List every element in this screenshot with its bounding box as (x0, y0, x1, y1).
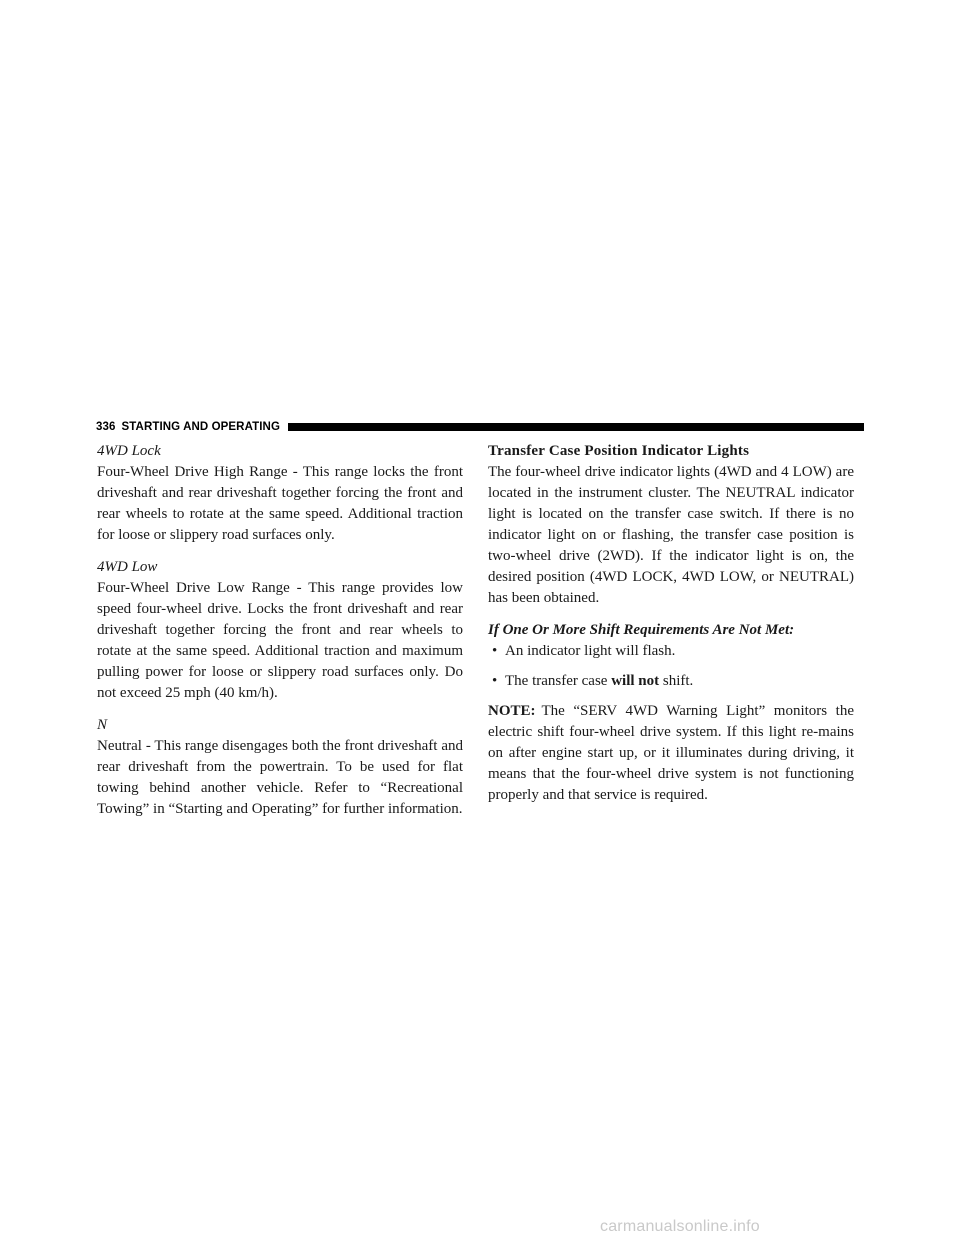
section-4wd-lock (97, 441, 463, 546)
list-item-text-post: shift. (659, 673, 694, 689)
section-body: Four-Wheel Drive Low Range - This range provides low speed four-wheel drive. Locks the front driveshaft and rear driveshaft together forcing the front and rear wheels to rotate at the same speed. Additional traction and maximum pulling power for loose or slippery road surfaces only. Do not exceed 25 mph (40 km/h). (97, 580, 463, 701)
list-item (488, 671, 854, 692)
watermark: carmanualsonline.info (600, 1218, 760, 1235)
note-label: NOTE: (488, 703, 536, 719)
section-heading: 4WD Low (97, 559, 158, 575)
section-heading: 4WD Lock (97, 443, 161, 459)
section-4wd-low (97, 557, 463, 704)
section-body: The four-wheel drive indicator lights (4WD and 4 LOW) are located in the instrument cluster. The NEUTRAL indicator light is located on the transfer case switch. If there is no indicator light on or flashing, the transfer case position is two-wheel drive (2WD). If the indicator light is on, the desired position (4WD LOCK, 4WD LOW, or NEUTRAL) has been obtained. (488, 464, 854, 606)
bullet-icon: • (492, 643, 498, 659)
list-item-text: An indicator light will flash. (505, 643, 676, 659)
note-text: The “SERV 4WD Warning Light” monitors the electric shift four-wheel drive system. If this light re-mains on after engine start up, or it illuminates during driving, it means that the four-wheel drive system is not functioning properly and that service is required. (488, 703, 854, 803)
page-number: 336 (96, 421, 116, 433)
left-column (97, 441, 463, 831)
section-title: STARTING AND OPERATING (121, 421, 281, 433)
indicator-lights-section (488, 441, 854, 609)
section-neutral (97, 715, 463, 820)
section-body: Four-Wheel Drive High Range - This range locks the front driveshaft and rear driveshaft together forcing the front and rear wheels to rotate at the same speed. Additional traction for loose or slippery road surfaces only. (97, 464, 463, 543)
note-paragraph (488, 701, 854, 806)
header-rule (288, 423, 864, 431)
page-header (96, 419, 864, 435)
section-heading: N (97, 717, 108, 733)
right-column (488, 441, 854, 806)
bullet-icon: • (492, 673, 498, 689)
list-item (488, 641, 854, 662)
bullet-list (488, 641, 854, 692)
section-body: Neutral - This range disengages both the front driveshaft and rear driveshaft from the powertrain. To be used for flat towing behind another vehicle. Refer to “Recreational Towing” in “Starting and Operating” for further information. (97, 738, 463, 817)
shift-requirements-heading: If One Or More Shift Requirements Are Not Met: (488, 622, 795, 638)
list-item-text-bold: will not (611, 673, 660, 689)
section-heading: Transfer Case Position Indicator Lights (488, 443, 750, 459)
list-item-text-pre: The transfer case (505, 673, 612, 689)
